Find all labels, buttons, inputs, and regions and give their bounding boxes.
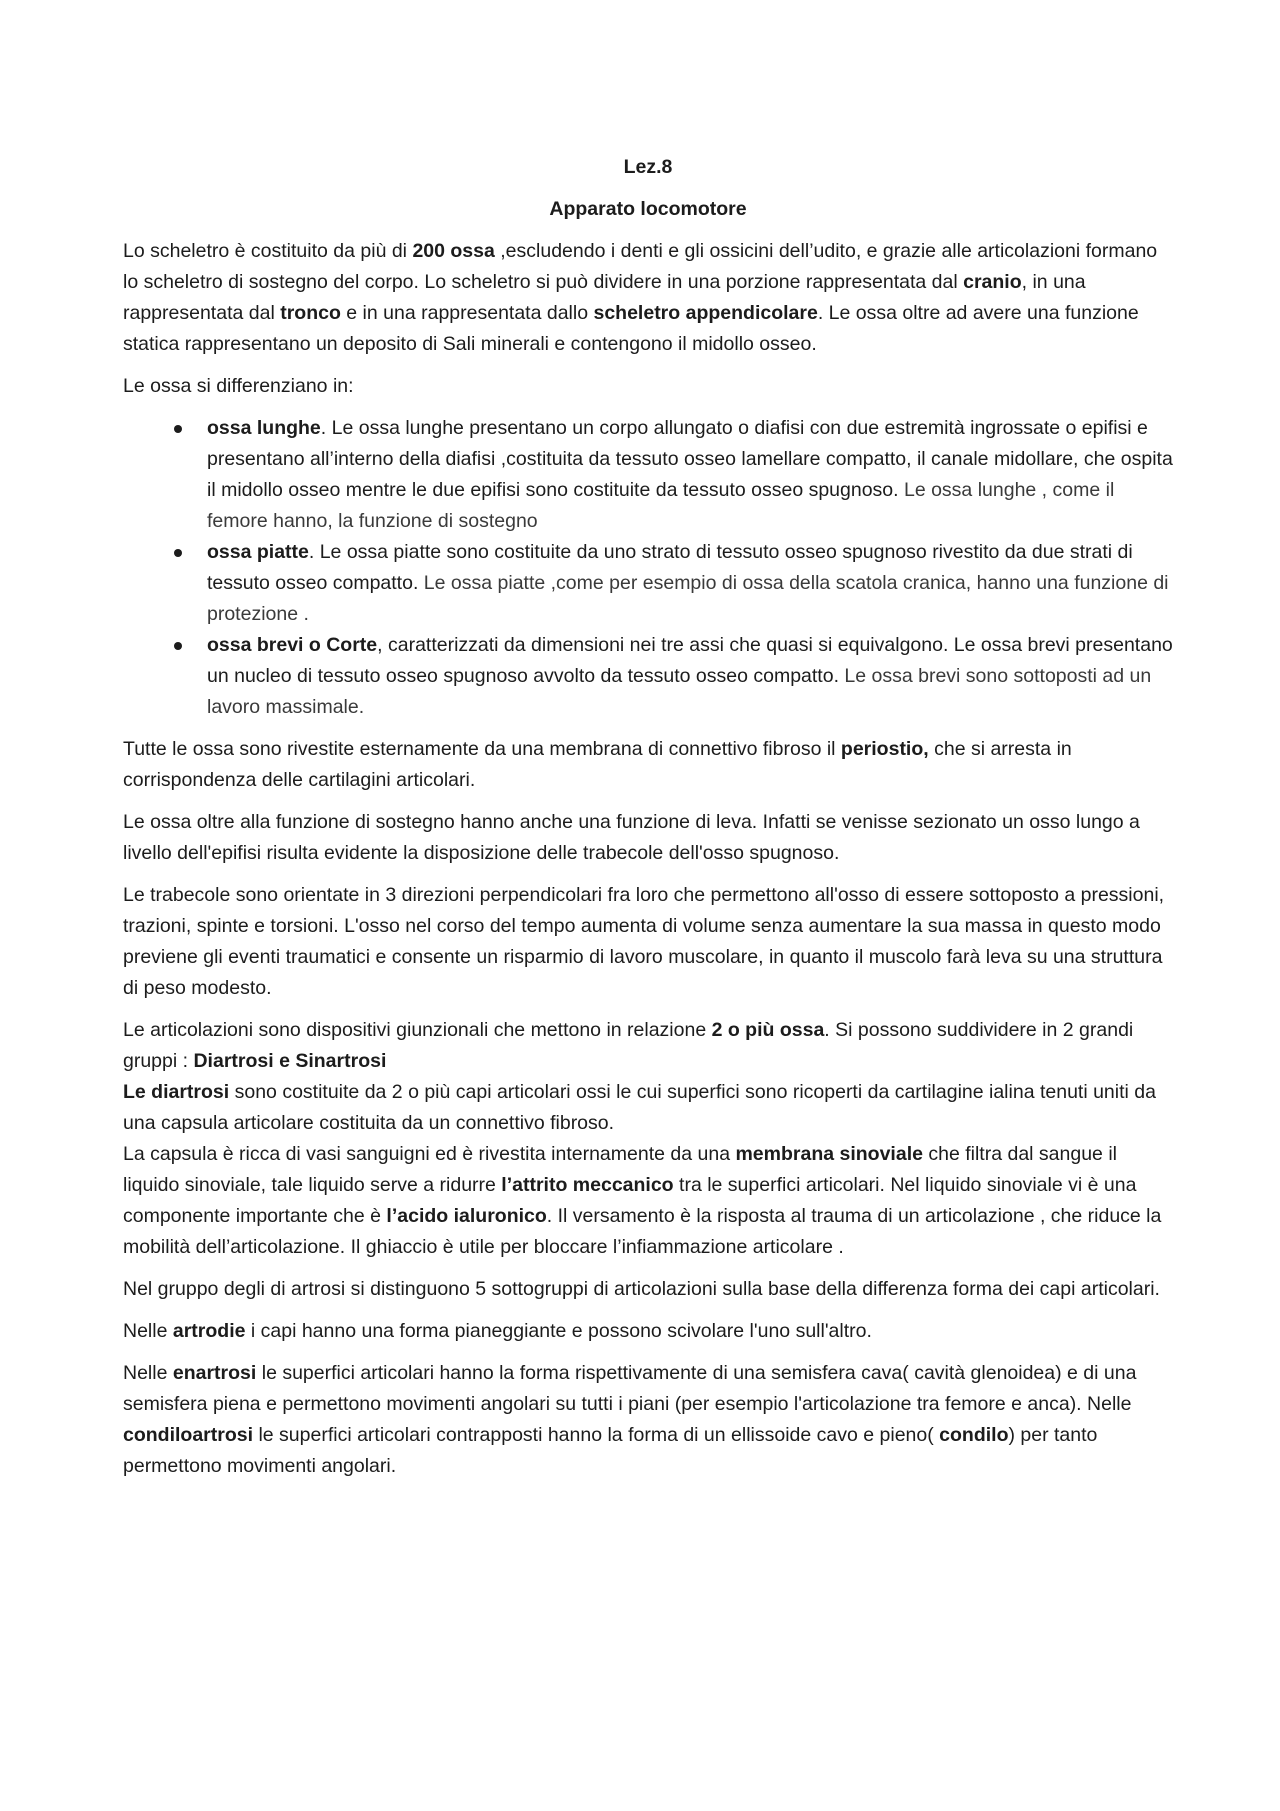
bold-term: Le diartrosi bbox=[123, 1081, 230, 1103]
bold-term: ossa brevi o Corte bbox=[207, 634, 378, 656]
paragraph-periosteum bbox=[123, 734, 1173, 796]
text-run: . Le ossa piatte sono costituite da uno strato di tessuto osseo spugnoso rivestito da due strati di tessuto osseo compatto. bbox=[207, 541, 1133, 594]
paragraph-joint-capsule bbox=[123, 1139, 1173, 1263]
text-run: . Si possono suddividere in 2 grandi gruppi : bbox=[123, 1019, 1134, 1072]
text-run: e in una rappresentata dallo bbox=[340, 302, 594, 324]
bold-term: ossa lunghe bbox=[207, 417, 321, 439]
text-run: le superfici articolari contrapposti hanno la forma di un ellissoide cavo e pieno( bbox=[253, 1424, 940, 1446]
paragraph-bone-types-intro: Le ossa si differenziano in: bbox=[123, 375, 354, 397]
bold-term: condilo bbox=[939, 1424, 1009, 1446]
bold-term: artrodie bbox=[172, 1320, 246, 1342]
text-run: Le articolazioni sono dispositivi giunzionali che mettono in relazione bbox=[123, 1019, 712, 1041]
bold-term: membrana sinoviale bbox=[735, 1143, 923, 1165]
list-item bbox=[123, 537, 1173, 630]
paragraph-trabeculae: Le trabecole sono orientate in 3 direzioni perpendicolari fra loro che permettono all'osso di essere sottoposto a pressioni, trazioni, spinte e torsioni. L'osso nel corso del tempo aumenta di volume senza aumentare la sua massa in questo modo previene gli eventi traumatici e consente un risparmio di lavoro muscolare, in quanto il muscolo farà leva su una struttura di peso modesto. bbox=[123, 884, 1165, 999]
bold-term: Diartrosi e Sinartrosi bbox=[193, 1050, 387, 1072]
bold-term: ossa piatte bbox=[207, 541, 309, 563]
bold-term: 2 o più ossa bbox=[711, 1019, 825, 1041]
page-title: Apparato locomotore bbox=[549, 198, 747, 220]
paragraph-lever-function: Le ossa oltre alla funzione di sostegno hanno anche una funzione di leva. Infatti se venisse sezionato un osso lungo a livello dell'epifisi risulta evidente la disposizione delle trabecole dell'osso spugnoso. bbox=[123, 811, 1140, 864]
list-item bbox=[123, 630, 1173, 723]
text-run: Le ossa piatte ,come per esempio di ossa della scatola cranica, hanno una funzione di protezione . bbox=[207, 572, 1169, 625]
bullet-icon bbox=[168, 413, 188, 444]
text-run: sono costituite da 2 o più capi articolari ossi le cui superfici sono ricoperti da cartilagine ialina tenuti uniti da una capsula articolare costituita da un connettivo fibroso. bbox=[123, 1081, 1156, 1134]
bullet-icon bbox=[168, 630, 188, 661]
paragraph-skeleton-intro bbox=[123, 236, 1173, 360]
bold-term: l’attrito meccanico bbox=[501, 1174, 674, 1196]
text-run: La capsula è ricca di vasi sanguigni ed è rivestita internamente da una bbox=[123, 1143, 736, 1165]
text-run: Nelle bbox=[123, 1320, 173, 1342]
text-run: . Il versamento è la risposta al trauma di un articolazione , che riduce la mobilità dell’articolazione. Il ghiaccio è utile per bloccare l’infiammazione articolare . bbox=[123, 1205, 1162, 1258]
text-run: , caratterizzati da dimensioni nei tre assi che quasi si equivalgono. Le ossa brevi presentano un nucleo di tessuto osseo spugnoso avvolto da tessuto osseo compatto. bbox=[207, 634, 1173, 687]
text-run: Lo scheletro è costituito da più di bbox=[123, 240, 413, 262]
bone-types-list bbox=[123, 413, 1173, 723]
text-run: Le ossa lunghe , come il femore hanno, la funzione di sostegno bbox=[207, 479, 1115, 532]
text-run: ,escludendo i denti e gli ossicini dell’udito, e grazie alle articolazioni formano lo scheletro di sostegno del corpo. Lo scheletro si può dividere in una porzione rappresentata dal bbox=[123, 240, 1158, 293]
text-run: che si arresta in corrispondenza delle cartilagini articolari. bbox=[123, 738, 1072, 791]
text-run: . Le ossa lunghe presentano un corpo allungato o diafisi con due estremità ingrossate o epifisi e presentano all’interno della diafisi ,costituita da tessuto osseo lamellare compatto, il canale midollare, che ospita il midollo osseo mentre le due epifisi sono costituite da tessuto osseo spugnoso. bbox=[207, 417, 1173, 501]
list-item bbox=[123, 413, 1173, 537]
bold-term: cranio bbox=[963, 271, 1022, 293]
document-page bbox=[123, 152, 1173, 1493]
paragraph-subgroups: Nel gruppo degli di artrosi si distinguono 5 sottogruppi di articolazioni sulla base della differenza forma dei capi articolari. bbox=[123, 1278, 1160, 1300]
text-run: Le ossa brevi sono sottoposti ad un lavoro massimale. bbox=[207, 665, 1152, 718]
lesson-number: Lez.8 bbox=[623, 156, 673, 178]
bold-term: periostio, bbox=[840, 738, 929, 760]
text-run: ) per tanto permettono movimenti angolari. bbox=[123, 1424, 1098, 1477]
text-run: che filtra dal sangue il liquido sinoviale, tale liquido serve a ridurre bbox=[123, 1143, 1117, 1196]
paragraph-joints bbox=[123, 1015, 1173, 1077]
text-run: Tutte le ossa sono rivestite esternamente da una membrana di connettivo fibroso il bbox=[123, 738, 841, 760]
text-run: le superfici articolari hanno la forma rispettivamente di una semisfera cava( cavità glenoidea) e di una semisfera piena e permettono movimenti angolari su tutti i piani (per esempio l'articolazione tra femore e anca). Nelle bbox=[123, 1362, 1137, 1415]
text-run: tra le superfici articolari. Nel liquido sinoviale vi è una componente importante che è bbox=[123, 1174, 1137, 1227]
bold-term: condiloartrosi bbox=[123, 1424, 254, 1446]
text-run: i capi hanno una forma pianeggiante e possono scivolare l'uno sull'altro. bbox=[245, 1320, 872, 1342]
text-run: . Le ossa oltre ad avere una funzione statica rappresentano un deposito di Sali minerali e contengono il midollo osseo. bbox=[123, 302, 1139, 355]
bold-term: l’acido ialuronico bbox=[386, 1205, 547, 1227]
bullet-icon bbox=[168, 537, 188, 568]
bold-term: tronco bbox=[280, 302, 341, 324]
text-run: , in una rappresentata dal bbox=[123, 271, 1086, 324]
bold-term: 200 ossa bbox=[412, 240, 495, 262]
paragraph-arthrodia bbox=[123, 1316, 1173, 1347]
text-run: Nelle bbox=[123, 1362, 173, 1384]
bold-term: enartrosi bbox=[172, 1362, 257, 1384]
paragraph-diarthroses bbox=[123, 1077, 1173, 1139]
bold-term: scheletro appendicolare bbox=[593, 302, 818, 324]
paragraph-enarthrosis bbox=[123, 1358, 1173, 1482]
